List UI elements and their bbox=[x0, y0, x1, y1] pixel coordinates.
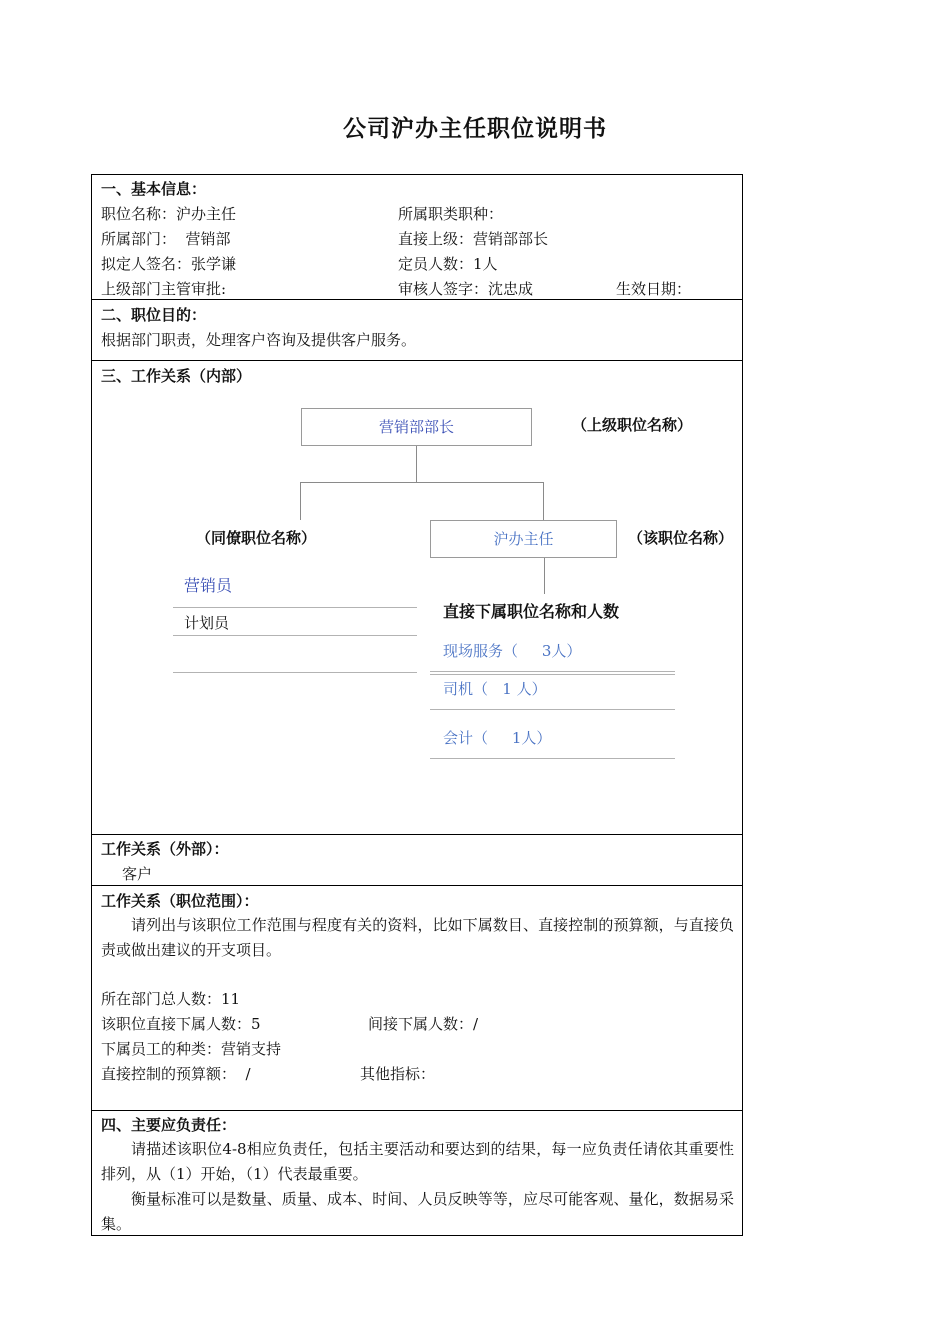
peer-position: 计划员 bbox=[184, 614, 230, 632]
divider bbox=[173, 607, 417, 608]
scope-heading: 工作关系（职位范围）： bbox=[101, 892, 259, 910]
external-party: 客户 bbox=[122, 865, 153, 883]
purpose-heading: 二、职位目的： bbox=[101, 306, 207, 324]
effective-date: 生效日期： bbox=[616, 280, 692, 298]
superior-position-box: 营销部部长 bbox=[301, 408, 532, 446]
department: 所属部门： 营销部 bbox=[101, 230, 231, 248]
divider bbox=[430, 758, 675, 759]
position-name: 职位名称：沪办主任 bbox=[101, 205, 237, 223]
org-connector bbox=[544, 558, 545, 594]
duties-heading: 四、主要应负责任： bbox=[101, 1116, 237, 1134]
dept-approval: 上级部门主管审批: bbox=[101, 280, 227, 298]
current-position-box: 沪办主任 bbox=[430, 520, 617, 558]
org-connector bbox=[300, 482, 544, 483]
peer-position: 营销员 bbox=[184, 576, 233, 595]
subordinate-position: 会计（ 1人） bbox=[443, 729, 552, 747]
internal-relations-heading: 三、工作关系（内部） bbox=[101, 367, 252, 385]
divider bbox=[430, 674, 675, 675]
document-title: 公司沪办主任职位说明书 bbox=[343, 115, 607, 142]
divider bbox=[173, 672, 417, 673]
subordinate-position: 司机（ 1 人） bbox=[443, 680, 547, 698]
superior-caption: （上级职位名称） bbox=[572, 416, 693, 434]
duties-instructions: 请描述该职位4-8相应负责任，包括主要活动和要达到的结果，每一应负责任请依其重要性排列，从（1）开始，（1）代表最重要。 bbox=[101, 1140, 734, 1183]
staff-type: 下属员工的种类：营销支持 bbox=[101, 1040, 282, 1058]
divider bbox=[92, 834, 742, 835]
basic-info-heading: 一、基本信息： bbox=[101, 180, 207, 198]
duties-criteria: 衡量标准可以是数量、质量、成本、时间、人员反映等等，应尽可能客观、量化，数据易采集。 bbox=[101, 1190, 734, 1233]
divider bbox=[92, 360, 742, 361]
org-connector bbox=[416, 446, 417, 482]
external-relations-heading: 工作关系（外部）： bbox=[101, 840, 229, 858]
other-indicators: 其他指标： bbox=[360, 1065, 436, 1083]
divider bbox=[430, 709, 675, 710]
divider bbox=[92, 885, 742, 886]
direct-reports: 该职位直接下属人数：5 bbox=[101, 1015, 261, 1033]
drafter-signature: 拟定人签名：张学谦 bbox=[101, 255, 237, 273]
divider bbox=[173, 635, 417, 636]
divider bbox=[430, 671, 675, 672]
direct-supervisor: 直接上级：营销部部长 bbox=[398, 230, 549, 248]
peer-caption: （同僚职位名称） bbox=[196, 529, 317, 547]
budget: 直接控制的预算额： / bbox=[101, 1065, 251, 1083]
dept-total-headcount: 所在部门总人数：11 bbox=[101, 990, 241, 1008]
divider bbox=[92, 299, 742, 300]
org-connector bbox=[300, 482, 301, 520]
job-description-table bbox=[91, 174, 743, 1236]
subordinate-position: 现场服务（ 3人） bbox=[443, 642, 582, 660]
divider bbox=[92, 1110, 742, 1111]
org-connector bbox=[543, 482, 544, 520]
headcount: 定员人数：1人 bbox=[398, 255, 498, 273]
subordinates-caption: 直接下属职位名称和人数 bbox=[443, 602, 620, 621]
reviewer-signature: 审核人签字：沈忠成 bbox=[398, 280, 534, 298]
purpose-text: 根据部门职责，处理客户咨询及提供客户服务。 bbox=[101, 331, 417, 349]
job-category: 所属职类职种： bbox=[398, 205, 504, 223]
indirect-reports: 间接下属人数：/ bbox=[368, 1015, 479, 1033]
self-caption: （该职位名称） bbox=[628, 529, 734, 547]
scope-intro: 请列出与该职位工作范围与程度有关的资料，比如下属数目、直接控制的预算额，与直接负责或做出建议的开支项目。 bbox=[101, 916, 734, 959]
